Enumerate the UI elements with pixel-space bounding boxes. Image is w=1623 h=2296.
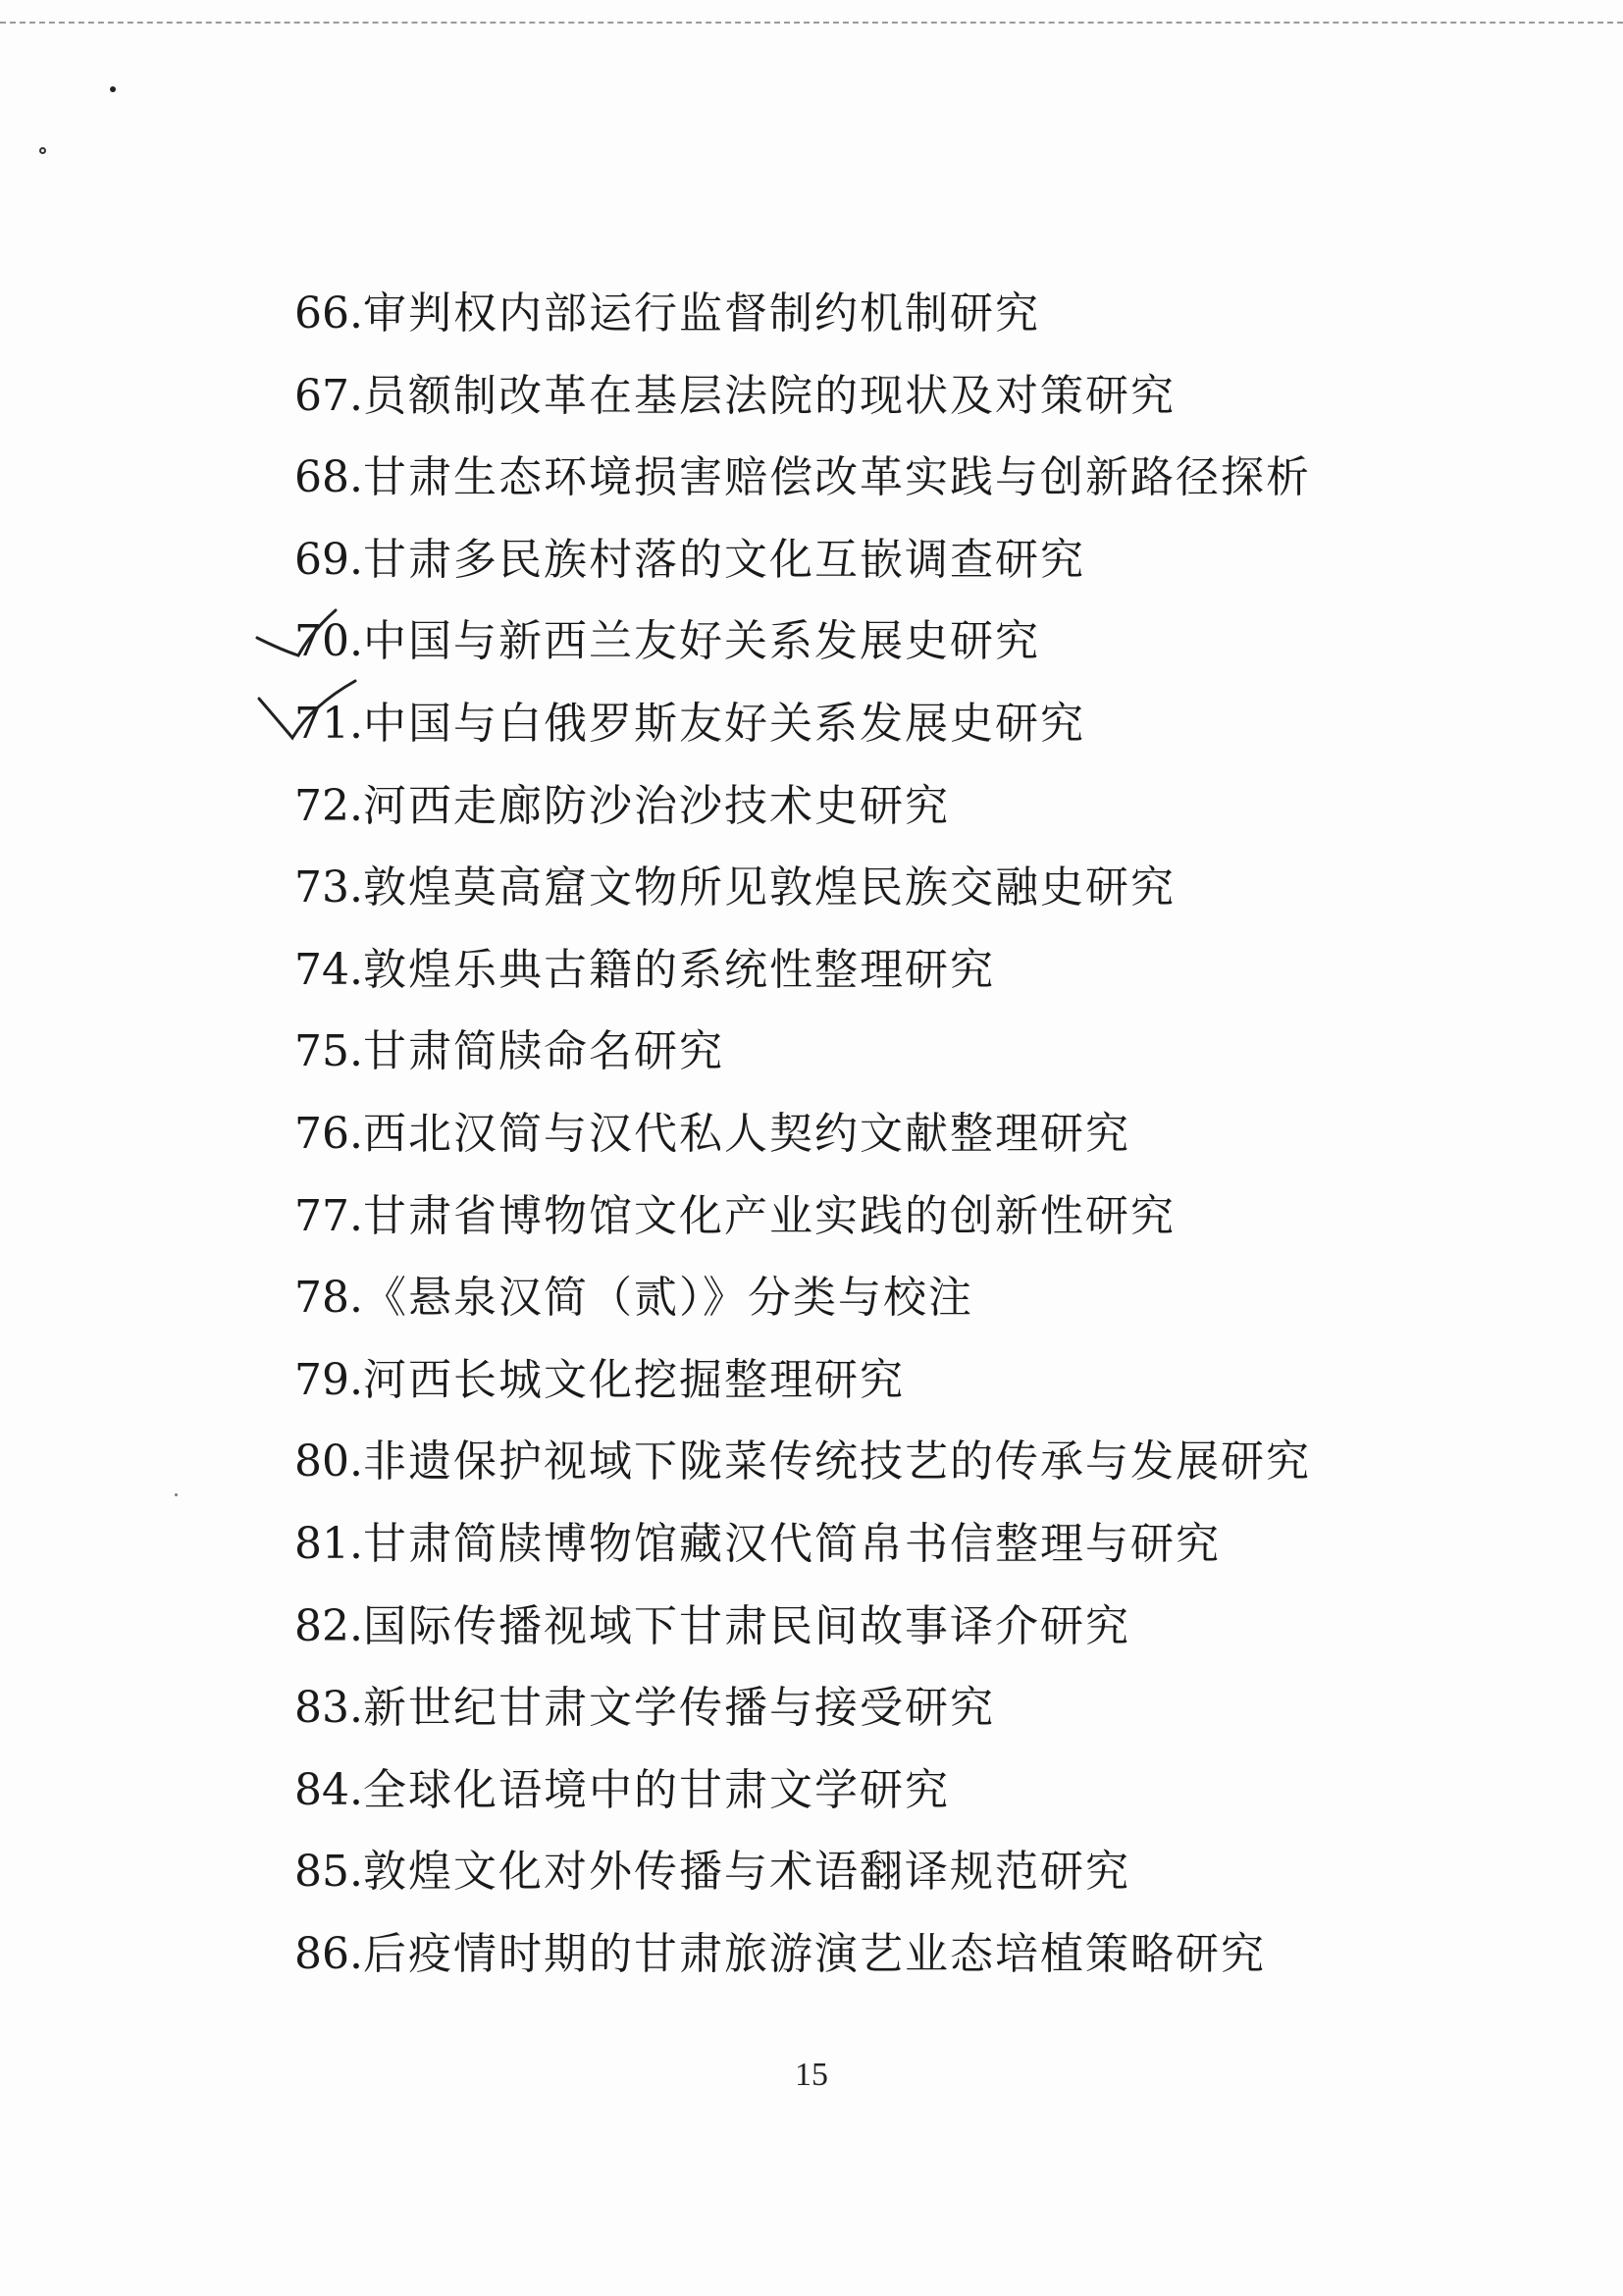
- item-text: 后疫情时期的甘肃旅游演艺业态培植策略研究: [362, 1928, 1266, 1979]
- page-number: 15: [795, 2057, 828, 2093]
- item-number: 74.: [294, 944, 363, 995]
- item-number: 66.: [294, 288, 363, 339]
- item-number: 77.: [294, 1190, 363, 1241]
- item-text: 甘肃生态环境损害赔偿改革实践与创新路径探析: [362, 452, 1311, 503]
- item-text: 审判权内部运行监督制约机制研究: [362, 288, 1040, 339]
- item-number: 76.: [294, 1108, 363, 1159]
- item-text: 敦煌莫高窟文物所见敦煌民族交融史研究: [362, 862, 1176, 913]
- item-number: 83.: [294, 1683, 363, 1734]
- list-item: [294, 929, 1472, 1012]
- list-item: [294, 519, 1472, 601]
- item-number: 80.: [294, 1436, 363, 1487]
- item-number: 85.: [294, 1847, 363, 1898]
- item-number: 70.: [294, 616, 363, 667]
- item-number: 71.: [294, 698, 363, 749]
- list-item: [294, 683, 1472, 765]
- item-number: 73.: [294, 862, 363, 913]
- list-item: [294, 1749, 1472, 1832]
- list-item: [294, 355, 1472, 438]
- list-item: [294, 1421, 1472, 1503]
- item-text: 员额制改革在基层法院的现状及对策研究: [362, 370, 1176, 421]
- list-item: [294, 1831, 1472, 1913]
- list-item: [294, 1175, 1472, 1258]
- list-item: [294, 437, 1472, 519]
- item-text: 河西长城文化挖掘整理研究: [362, 1354, 905, 1405]
- item-text: 甘肃多民族村落的文化互嵌调查研究: [362, 534, 1085, 585]
- item-text: 中国与白俄罗斯友好关系发展史研究: [362, 698, 1085, 749]
- list-item: [294, 273, 1472, 355]
- item-text: 甘肃简牍博物馆藏汉代简帛书信整理与研究: [362, 1518, 1221, 1569]
- item-text: 《悬泉汉简（贰）》分类与校注: [362, 1273, 973, 1324]
- item-number: 86.: [294, 1928, 363, 1979]
- list-item: [294, 1339, 1472, 1422]
- scan-speck: [39, 147, 46, 154]
- item-text: 甘肃简牍命名研究: [362, 1026, 724, 1077]
- item-text: 敦煌文化对外传播与术语翻译规范研究: [362, 1847, 1130, 1898]
- item-text: 西北汉简与汉代私人契约文献整理研究: [362, 1108, 1130, 1159]
- item-number: 84.: [294, 1764, 363, 1815]
- item-text: 非遗保护视域下陇菜传统技艺的传承与发展研究: [362, 1436, 1311, 1487]
- item-number: 69.: [294, 534, 363, 585]
- item-number: 79.: [294, 1354, 363, 1405]
- list-item: [294, 1503, 1472, 1586]
- list-item: [294, 1257, 1472, 1339]
- item-text: 新世纪甘肃文学传播与接受研究: [362, 1683, 995, 1734]
- item-number: 72.: [294, 780, 363, 831]
- list-item: [294, 1667, 1472, 1749]
- list-item: [294, 1093, 1472, 1175]
- list-item: [294, 1913, 1472, 1996]
- item-number: 75.: [294, 1026, 363, 1077]
- list-item: [294, 1586, 1472, 1668]
- list-item: [294, 847, 1472, 929]
- top-rule: [0, 22, 1623, 24]
- item-text: 全球化语境中的甘肃文学研究: [362, 1764, 950, 1815]
- item-number: 81.: [294, 1518, 363, 1569]
- topic-list: [294, 273, 1472, 1995]
- item-number: 67.: [294, 370, 363, 421]
- item-text: 河西走廊防沙治沙技术史研究: [362, 780, 950, 831]
- item-number: 78.: [294, 1273, 363, 1324]
- item-text: 中国与新西兰友好关系发展史研究: [362, 616, 1040, 667]
- list-item: [294, 600, 1472, 683]
- item-text: 国际传播视域下甘肃民间故事译介研究: [362, 1600, 1130, 1651]
- scan-speck: [175, 1493, 178, 1496]
- item-text: 甘肃省博物馆文化产业实践的创新性研究: [362, 1190, 1176, 1241]
- item-text: 敦煌乐典古籍的系统性整理研究: [362, 944, 995, 995]
- scan-speck: [110, 86, 116, 92]
- list-item: [294, 1011, 1472, 1093]
- list-item: [294, 765, 1472, 848]
- item-number: 82.: [294, 1600, 363, 1651]
- item-number: 68.: [294, 452, 363, 503]
